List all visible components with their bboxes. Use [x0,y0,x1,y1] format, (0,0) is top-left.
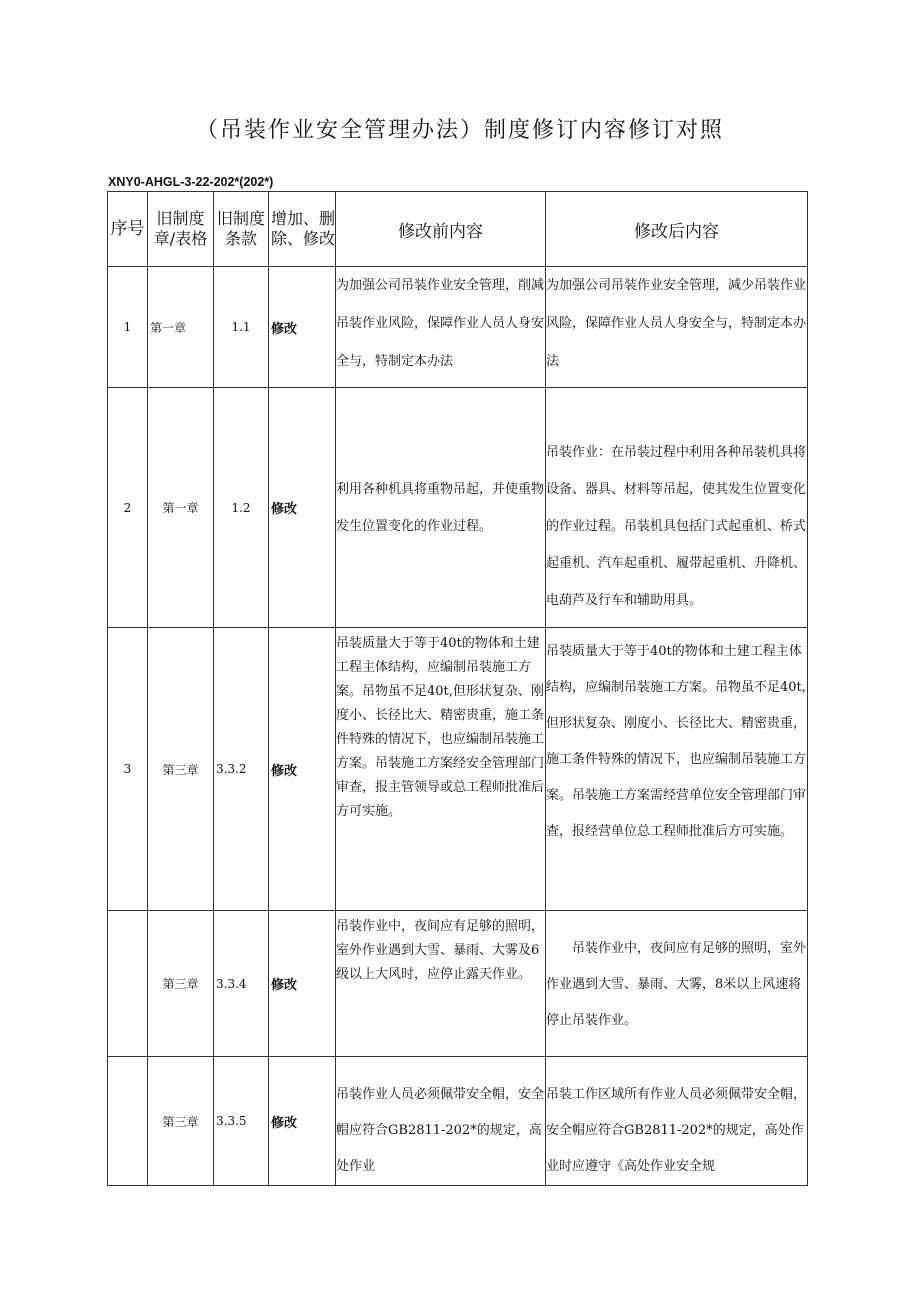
row-seq: 2 [108,388,148,628]
row-action: 修改 [269,1057,336,1186]
row-chapter: 第三章 [148,1057,214,1186]
row-after: 吊装质量大于等于40t的物体和土建工程主体结构，应编制吊装施工方案。吊物虽不足40t,但形状复杂、刚度小、长径比大、精密贵重，施工条件特殊的情况下，也应编制吊装施工方案。吊装施工方案需经营单位安全管理部门审查，报经营单位总工程师批准后方可实施。 [546,628,808,911]
row-action: 修改 [269,911,336,1057]
table-header-row [108,192,808,267]
header-clause: 旧制度条款 [214,192,269,267]
row-chapter: 第三章 [148,628,214,911]
row-after: 吊装工作区域所有作业人员必须佩带安全帽，安全帽应符合GB2811-202*的规定，高处作业时应遵守《高处作业安全规 [546,1057,808,1186]
row-chapter: 第三章 [148,911,214,1057]
table-row [108,628,808,911]
row-seq [108,1057,148,1186]
table-row [108,911,808,1057]
table-row [108,388,808,628]
row-before: 为加强公司吊装作业安全管理，削减吊装作业风险，保障作业人员人身安全与，特制定本办法 [336,267,546,388]
header-before: 修改前内容 [336,192,546,267]
header-chapter: 旧制度章/表格 [148,192,214,267]
row-chapter: 第一章 [148,388,214,628]
row-before: 吊装作业中，夜间应有足够的照明，室外作业遇到大雪、暴雨、大雾及6级以上大风时，应停止露天作业。 [336,911,546,1057]
document-title: （吊装作业安全管理办法）制度修订内容修订对照 [195,118,724,143]
header-action: 增加、删除、修改 [269,192,336,267]
row-after: 为加强公司吊装作业安全管理，减少吊装作业风险，保障作业人员人身安全与，特制定本办法 [546,267,808,388]
row-after: 吊装作业中，夜间应有足够的照明，室外作业遇到大雪、暴雨、大雾，8米以上风速将停止吊装作业。 [546,911,808,1057]
table-row [108,267,808,388]
row-seq: 1 [108,267,148,388]
row-before: 利用各种机具将重物吊起，并使重物发生位置变化的作业过程。 [336,388,546,628]
revision-table [107,191,808,1186]
row-chapter: 第一章 [148,267,214,388]
row-clause: 1.1 [214,267,269,388]
row-clause: 1.2 [214,388,269,628]
row-action: 修改 [269,388,336,628]
header-seq: 序号 [108,192,148,267]
row-seq [108,911,148,1057]
row-before: 吊装作业人员必须佩带安全帽，安全帽应符合GB2811-202*的规定，高处作业 [336,1057,546,1186]
document-number: XNY0-AHGL-3-22-202*(202*) [108,175,274,189]
row-clause: 3.3.2 [214,628,269,911]
row-clause: 3.3.4 [214,911,269,1057]
row-action: 修改 [269,628,336,911]
row-before: 吊装质量大于等于40t的物体和土建工程主体结构，应编制吊装施工方案。吊物虽不足40t,但形状复杂、刚度小、长径比大、精密贵重，施工条件特殊的情况下，也应编制吊装施工方案。吊装施工方案经安全管理部门审查，报主管领导或总工程师批准后方可实施。 [336,628,546,911]
row-clause: 3.3.5 [214,1057,269,1186]
header-after: 修改后内容 [546,192,808,267]
table-row [108,1057,808,1186]
row-after: 吊装作业：在吊装过程中利用各种吊装机具将设备、器具、材料等吊起，使其发生位置变化的作业过程。吊装机具包括门式起重机、桥式起重机、汽车起重机、履带起重机、升降机、电葫芦及行车和辅助用具。 [546,388,808,628]
row-action: 修改 [269,267,336,388]
row-seq: 3 [108,628,148,911]
